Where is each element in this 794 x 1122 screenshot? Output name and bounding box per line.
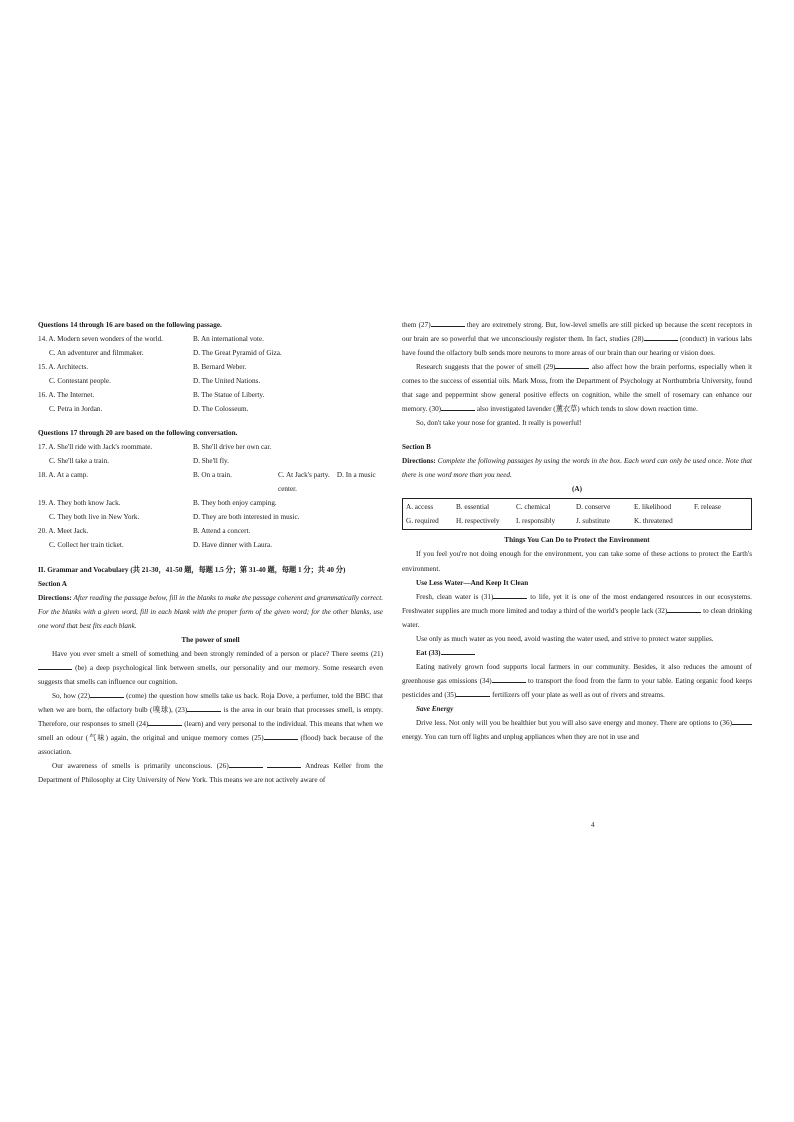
option: B. She'll drive her own car.	[193, 443, 272, 452]
word-row	[406, 514, 748, 528]
paragraph: Fresh, clean water is (31) to life, yet it is one of the most endangered resources in our ecosystems. Freshwater supplies are much more limited and today a third of the world's people lack (32) to clean drinking water.	[402, 590, 752, 632]
directions: Directions: Complete the following passages by using the words in the box. Each word can only be used once. Note that there is one word more than you need.	[402, 457, 752, 480]
word: J. substitute	[576, 517, 610, 526]
option: B. They both enjoy camping.	[193, 499, 277, 508]
paragraph: So, how (22) (come) the question how smells take us back. Roja Dove, a perfumer, told the BBC that when we are born, the olfactory bulb (嗅球), (23) is the area in our brain that processes smell, is empty. Therefore, our responses to smell (24) (learn) and very personal to the individual. This means that when we smell an odour (气味) again, the original and unique memory comes (25) (flood) back because of the association.	[38, 689, 383, 759]
option: 20. A. Meet Jack.	[38, 527, 89, 536]
page-number: 4	[591, 821, 595, 829]
word: H. respectively	[456, 517, 500, 526]
paragraph: Our awareness of smells is primarily unconscious. (26) Andreas Keller from the Department of Philosophy at City University of New York. This means we are not actively aware of	[38, 759, 383, 787]
blank-22[interactable]	[90, 689, 124, 698]
option: D. The United Nations.	[193, 377, 261, 386]
word: A. access	[406, 503, 434, 512]
blank-26b[interactable]	[267, 759, 301, 768]
blank-24[interactable]	[148, 717, 182, 726]
option: B. The Statue of Liberty.	[193, 391, 265, 400]
option: D. The Colosseum.	[193, 405, 249, 414]
option: B. An international vote.	[193, 335, 264, 344]
blank-35[interactable]	[456, 688, 490, 697]
word: B. essential	[456, 503, 490, 512]
option: 19. A. They both know Jack.	[38, 499, 121, 508]
word: I. responsibly	[516, 517, 556, 526]
paragraph: Use only as much water as you need, avoid wasting the water used, and strive to protect water supplies.	[416, 634, 714, 643]
blank-36[interactable]	[732, 716, 752, 725]
passage-title: The power of smell	[181, 635, 240, 644]
option: C. Petra in Jordan.	[49, 405, 103, 414]
blank-21[interactable]	[38, 661, 72, 670]
blank-30[interactable]	[441, 402, 475, 411]
option: 15. A. Architects.	[38, 363, 89, 372]
option: C. She'll take a train.	[49, 457, 109, 466]
word: F. release	[694, 503, 721, 512]
subheading: Use Less Water—And Keep It Clean	[416, 578, 529, 587]
paragraph: Research suggests that the power of smell (29) also affect how the brain performs, especially when it comes to the success of essential oils. Mark Moss, from the Department of Psychology at Northumbria University, found that sage and peppermint show general positive effects on cognition, while the smell of rosemary can enhance our memory. (30) also investigated lavender (薰衣草) which tends to slow down reaction time.	[402, 360, 752, 416]
blank-31[interactable]	[493, 590, 527, 599]
q14-16-heading: Questions 14 through 16 are based on the following passage.	[38, 321, 222, 329]
option: D. They are both interested in music.	[193, 513, 300, 522]
blank-23[interactable]	[187, 703, 221, 712]
paragraph: So, don't take your nose for granted. It really is powerful!	[416, 419, 582, 428]
word-box	[402, 498, 752, 530]
word-row	[406, 500, 748, 514]
word: D. conserve	[576, 503, 611, 512]
blank-29[interactable]	[555, 360, 589, 369]
word: C. chemical	[516, 503, 551, 512]
option: 17. A. She'll ride with Jack's roommate.	[38, 443, 153, 452]
blank-25[interactable]	[264, 731, 298, 740]
paragraph: Drive less. Not only will you be healthier but you will also save energy and money. There are options to (36) energy. You can turn off lights and unplug appliances when they are not in use and	[402, 716, 752, 744]
option: D. She'll fly.	[193, 457, 229, 466]
option: 16. A. The Internet.	[38, 391, 95, 400]
option: B. Attend a concert.	[193, 527, 251, 536]
option: C. Contestant people.	[49, 377, 111, 386]
q18-options	[38, 468, 383, 496]
q17-20-heading: Questions 17 through 20 are based on the following conversation.	[38, 429, 238, 438]
option: B. Bernard Weber.	[193, 363, 247, 372]
q17-options-a	[38, 440, 383, 468]
paragraph: Eating natively grown food supports local farmers in our community. Besides, it also reduces the amount of greenhouse gas emissions (34) to transport the food from the farm to your table. Eating organic food keeps pesticides and (35) fertilizers off your plate as well as out of rivers and streams.	[402, 662, 753, 699]
paragraph: If you feel you're not doing enough for the environment, you can take some of these actions to protect the Earth's environment.	[402, 550, 752, 573]
paragraph: them (27) they are extremely strong. But, low-level smells are still picked up because the scent receptors in our brain are so powerful that we unconsciously register them. In fact, studies (28) (conduct) in various labs have found the olfactory bulb sends more neurons to more areas of our brain than our hearing or vision does.	[402, 318, 752, 360]
section-b-label: Section B	[402, 443, 431, 452]
blank-28[interactable]	[644, 332, 678, 341]
word: K. threatened	[634, 517, 673, 526]
section-heading: II. Grammar and Vocabulary (共 21-30，41-50 题，每题 1.5 分；第 31-40 题，每题 1 分；共 40 分)	[38, 565, 346, 574]
option: D. Have dinner with Laura.	[193, 541, 273, 550]
option: 14. A. Modern seven wonders of the world.	[38, 335, 163, 344]
subheading: Save Energy	[416, 704, 454, 713]
blank-34[interactable]	[492, 674, 526, 683]
word: G. required	[406, 517, 439, 526]
blank-33[interactable]	[441, 646, 475, 655]
q19-20-options	[38, 496, 383, 552]
option: C. Collect her train ticket.	[49, 541, 124, 550]
passage-title: Things You Can Do to Protect the Environment	[504, 536, 650, 545]
option: D. The Great Pyramid of Giza.	[193, 349, 282, 358]
option: B. On a train.	[193, 471, 232, 480]
option: 18. A. At a camp.	[38, 471, 89, 480]
q14-16-options	[38, 332, 383, 416]
left-column	[38, 318, 383, 787]
option: C. At Jack's party. D. In a music center.	[278, 471, 376, 494]
word: E. likelihood	[634, 503, 672, 512]
blank-32[interactable]	[667, 604, 701, 613]
directions: Directions: After reading the passage below, fill in the blanks to make the passage coherent and grammatically correct. For the blanks with a given word, fill in each blank with the proper form of the given word; for the other blanks, use one word that best fits each blank.	[38, 593, 383, 630]
word	[694, 514, 749, 528]
paragraph: Have you ever smelt a smell of something and been strongly reminded of a person or place? There seems (21) (be) a deep psychological link between smells, our personality and our memory. Some research even suggests that smells can influence our cognition.	[38, 649, 383, 686]
section-a-label: Section A	[38, 579, 67, 588]
option: C. They both live in New York.	[49, 513, 140, 522]
right-column	[402, 318, 752, 744]
blank-26[interactable]	[229, 759, 263, 768]
blank-27[interactable]	[431, 318, 465, 327]
box-label: (A)	[572, 485, 582, 494]
option: C. An adventurer and filmmaker.	[49, 349, 144, 358]
subheading: Eat (33)	[402, 646, 752, 660]
